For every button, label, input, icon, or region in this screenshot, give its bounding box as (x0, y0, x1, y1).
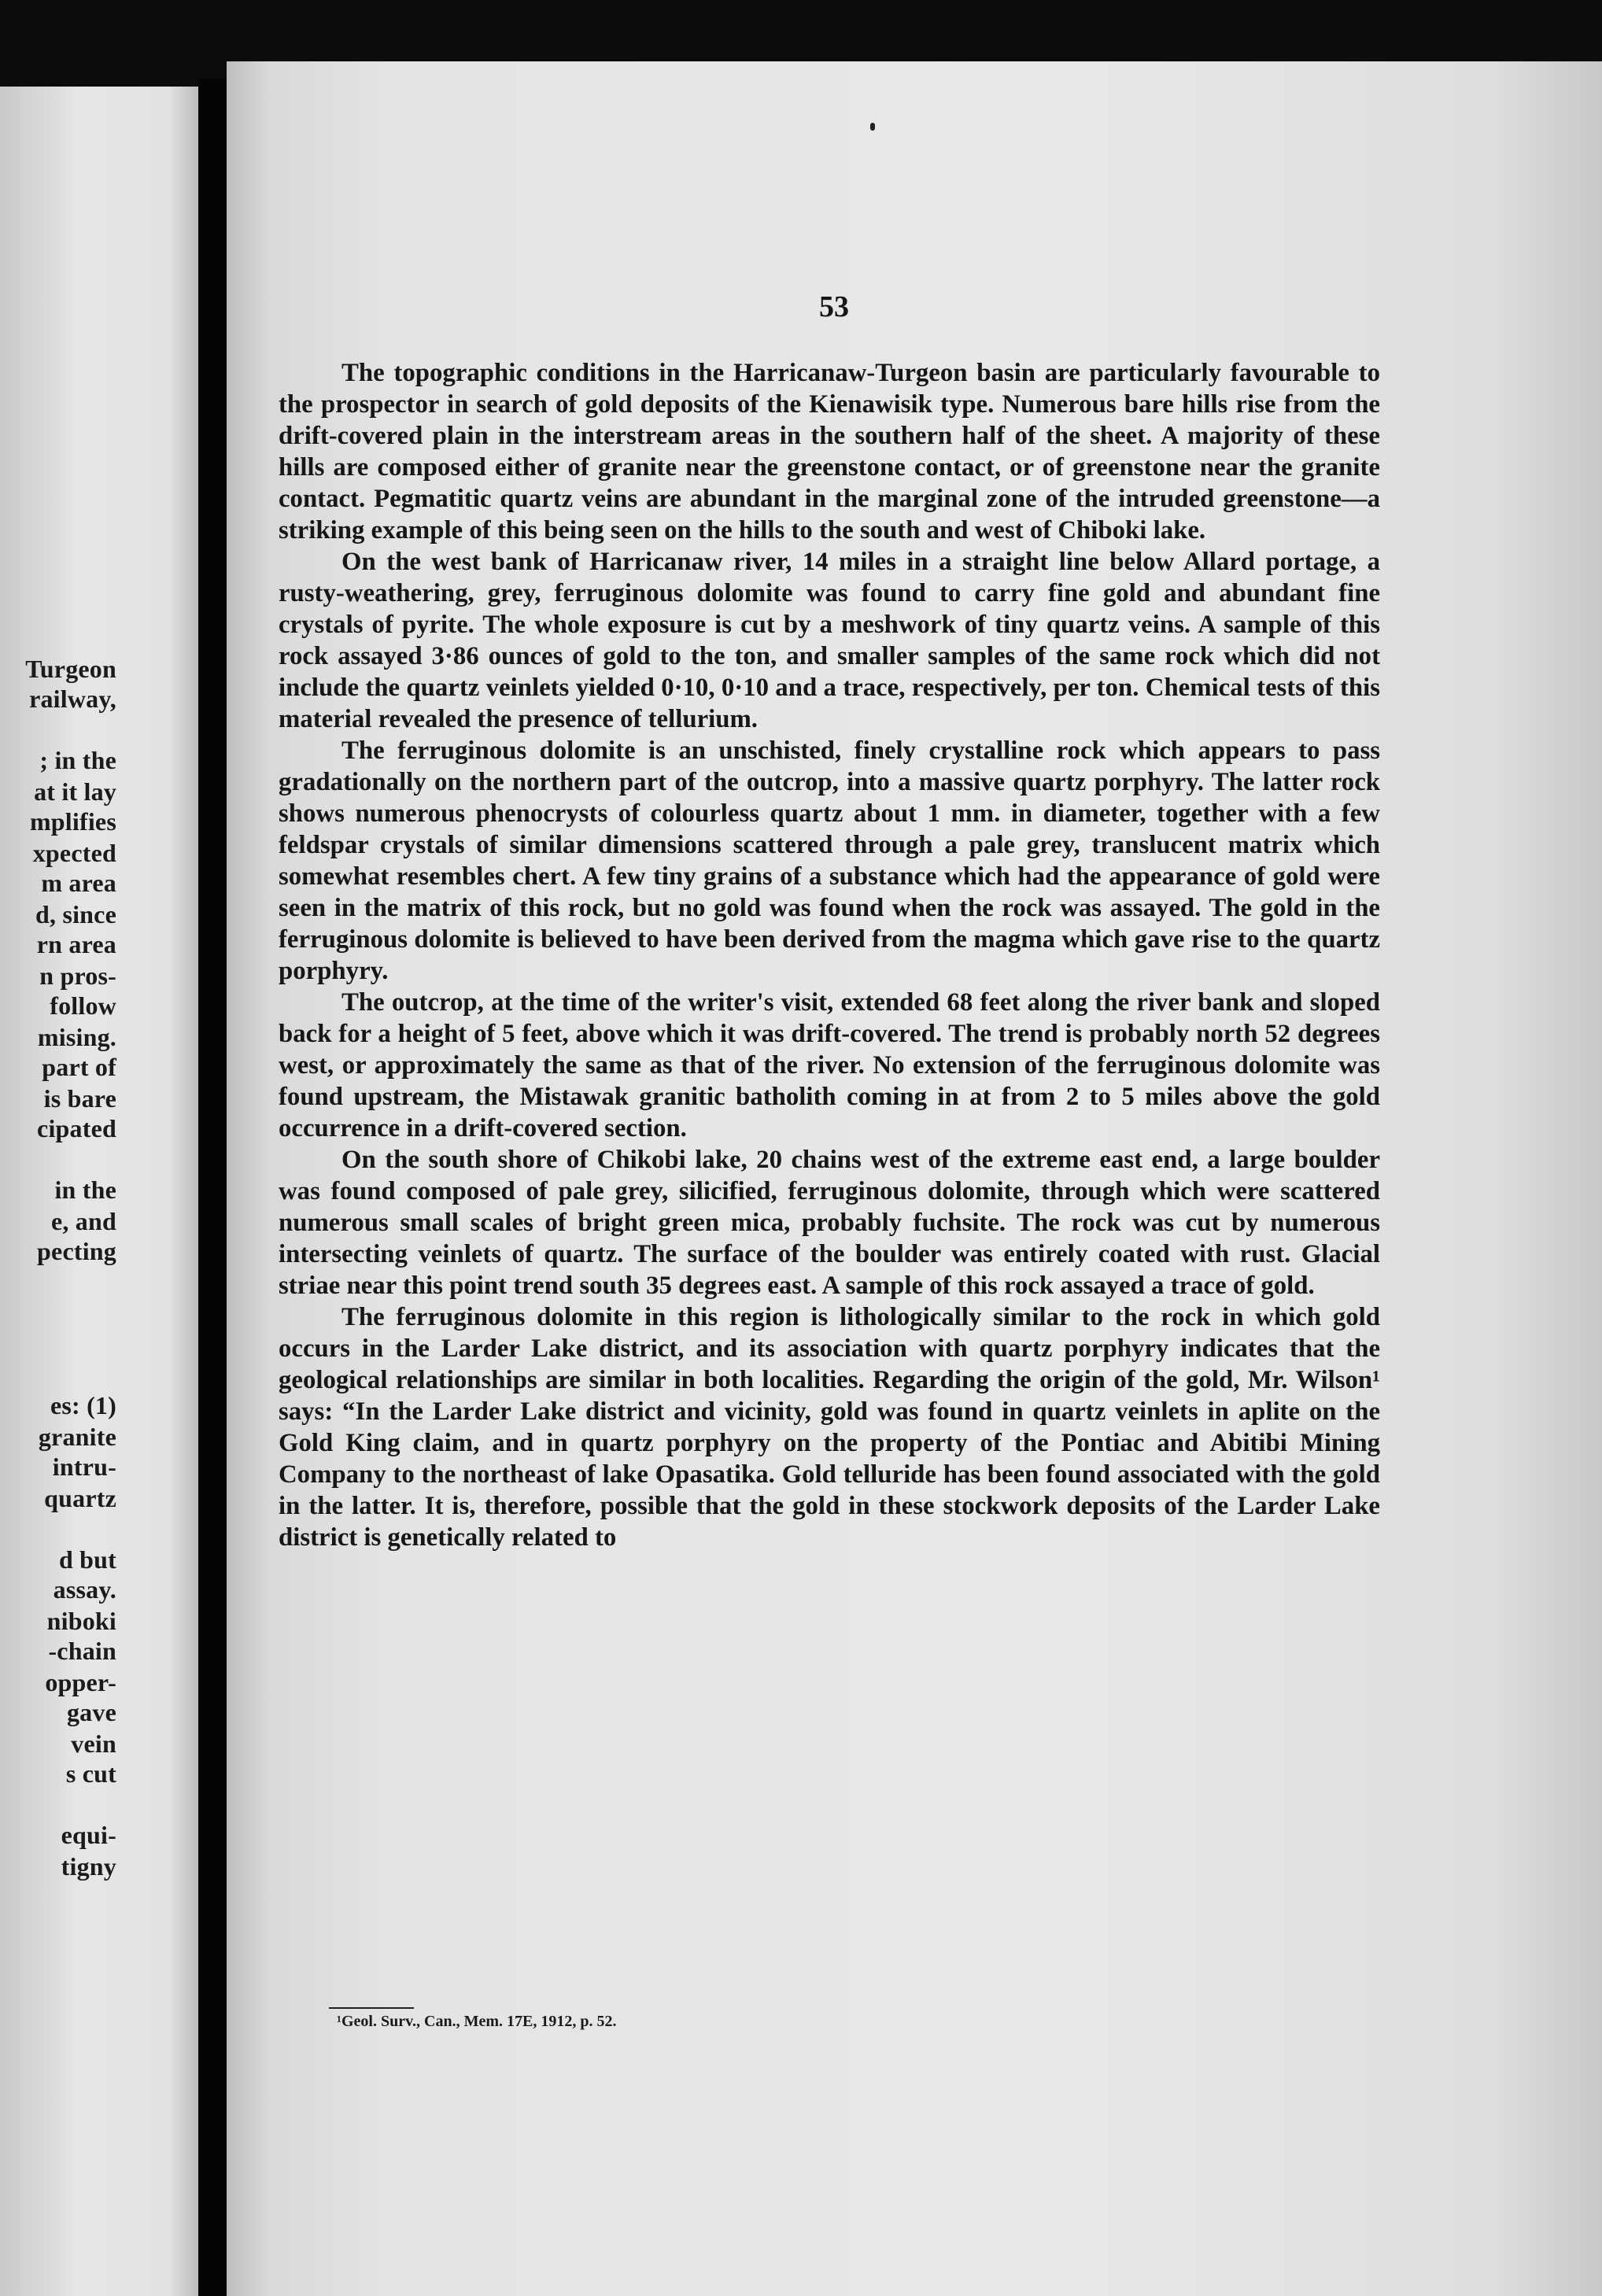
left-page-fragment: gave (66, 1698, 116, 1726)
page-gutter (198, 79, 227, 2296)
left-page-fragment: s cut (65, 1759, 116, 1788)
footnote-rule (329, 2007, 414, 2009)
left-page-fragment: quartz (44, 1484, 116, 1512)
left-page-fragment: assay. (53, 1575, 116, 1604)
footnote: ¹Geol. Surv., Can., Mem. 17E, 1912, p. 52. (337, 2013, 617, 2030)
left-page-fragment: pecting (37, 1237, 116, 1265)
paragraph: The outcrop, at the time of the writer's visit, extended 68 feet along the river bank and sloped back for a height of 5 feet, above which it was drift-covered. The trend is probably north 52 degrees west, or approximately the same as that of the river. No extension of the ferruginous dolomite was found upstream, the Mistawak granitic batholith coming in at from 2 to 5 miles above the gold occurrence in a drift-covered section. (279, 988, 1380, 1142)
left-page-fragment: follow (50, 991, 116, 1020)
left-facing-page (0, 87, 198, 2296)
left-page-fragment: m area (41, 869, 116, 897)
page-number: 53 (819, 290, 849, 323)
left-page-fragment: es: (1) (50, 1391, 116, 1419)
book-page (227, 61, 1602, 2296)
paragraph: The ferruginous dolomite is an unschisted, finely crystalline rock which appears to pass gradationally on the northern part of the outcrop, into a massive quartz porphyry. The latter rock shows numerous phenocrysts of colourless quartz about 1 mm. in diameter, together with a few feldspar crystals of similar dimensions scattered through a pale grey, translucent matrix which somewhat resembles chert. A few tiny grains of a substance which had the appearance of gold were seen in the matrix of this rock, but no gold was found when the rock was assayed. The gold in the ferruginous dolomite is believed to have been derived from the magma which gave rise to the quartz porphyry. (279, 736, 1380, 985)
left-page-fragment: -chain (48, 1637, 116, 1665)
page-body (279, 357, 1380, 1553)
ink-mark (870, 123, 875, 131)
paragraph: The ferruginous dolomite in this region is lithologically similar to the rock in which gold occurs in the Larder Lake district, and its association with quartz porphyry indicates that the geological relationships are similar in both localities. Regarding the origin of the gold, Mr. Wilson¹ says: “In the Larder Lake district and vicinity, gold was found in quartz veinlets in aplite on the Gold King claim, and in quartz porphyry on the property of the Pontiac and Abitibi Mining Company to the northeast of lake Opasatika. Gold telluride has been found associated with the gold in the latter. It is, therefore, possible that the gold in these stockwork deposits of the Larder Lake district is genetically related to (279, 1303, 1380, 1552)
left-page-fragment: Turgeon (25, 655, 116, 683)
left-page-fragment: opper- (45, 1668, 116, 1696)
paragraph: The topographic conditions in the Harricanaw-Turgeon basin are particularly favourable to the prospector in search of gold deposits of the Kienawisik type. Numerous bare hills rise from the drift-covered plain in the interstream areas in the southern half of the sheet. A majority of these hills are composed either of granite near the greenstone contact, or of greenstone near the granite contact. Pegmatitic quartz veins are abundant in the marginal zone of the intruded greenstone—a striking example of this being seen on the hills to the south and west of Chiboki lake. (279, 359, 1380, 544)
left-page-fragment: mplifies (29, 807, 116, 836)
left-page-fragment: equi- (61, 1821, 116, 1849)
left-page-fragment: d, since (35, 900, 116, 928)
left-page-fragment: mising. (37, 1023, 116, 1051)
left-page-fragment: granite (38, 1423, 116, 1451)
paragraph: On the west bank of Harricanaw river, 14 miles in a straight line below Allard portage, a rusty-weathering, grey, ferruginous dolomite was found to carry fine gold and abundant fine crystals of pyrite. The whole exposure is cut by a meshwork of tiny quartz veins. A sample of this rock assayed 3·86 ounces of gold to the ton, and smaller samples of the same rock which did not include the quartz veinlets yielded 0·10, 0·10 and a trace, respectively, per ton. Chemical tests of this material revealed the presence of tellurium. (279, 548, 1380, 733)
left-page-fragment: intru- (52, 1453, 116, 1481)
left-page-fragment: in the (54, 1176, 116, 1204)
left-page-fragment: at it lay (34, 777, 116, 806)
left-page-fragment: vein (71, 1729, 116, 1758)
left-page-fragment: tigny (61, 1852, 116, 1881)
left-page-fragment: railway, (29, 685, 116, 713)
left-page-fragment: e, and (51, 1207, 116, 1235)
left-page-fragment: cipated (37, 1114, 116, 1142)
left-page-fragment: d but (58, 1545, 116, 1574)
left-page-fragment: niboki (46, 1607, 116, 1635)
left-page-fragment: part of (42, 1053, 116, 1081)
left-page-fragment: n pros- (39, 962, 116, 990)
left-page-fragment: is bare (43, 1084, 116, 1113)
left-page-fragment: rn area (36, 930, 116, 958)
paragraph: On the south shore of Chikobi lake, 20 chains west of the extreme east end, a large boulder was found composed of pale grey, silicified, ferruginous dolomite, through which were scattered numerous small scales of bright green mica, probably fuchsite. The rock was cut by numerous intersecting veinlets of quartz. The surface of the boulder was entirely coated with rust. Glacial striae near this point trend south 35 degrees east. A sample of this rock assayed a trace of gold. (279, 1146, 1380, 1300)
left-page-fragment: xpected (32, 839, 116, 867)
left-page-fragment: ; in the (39, 746, 116, 774)
